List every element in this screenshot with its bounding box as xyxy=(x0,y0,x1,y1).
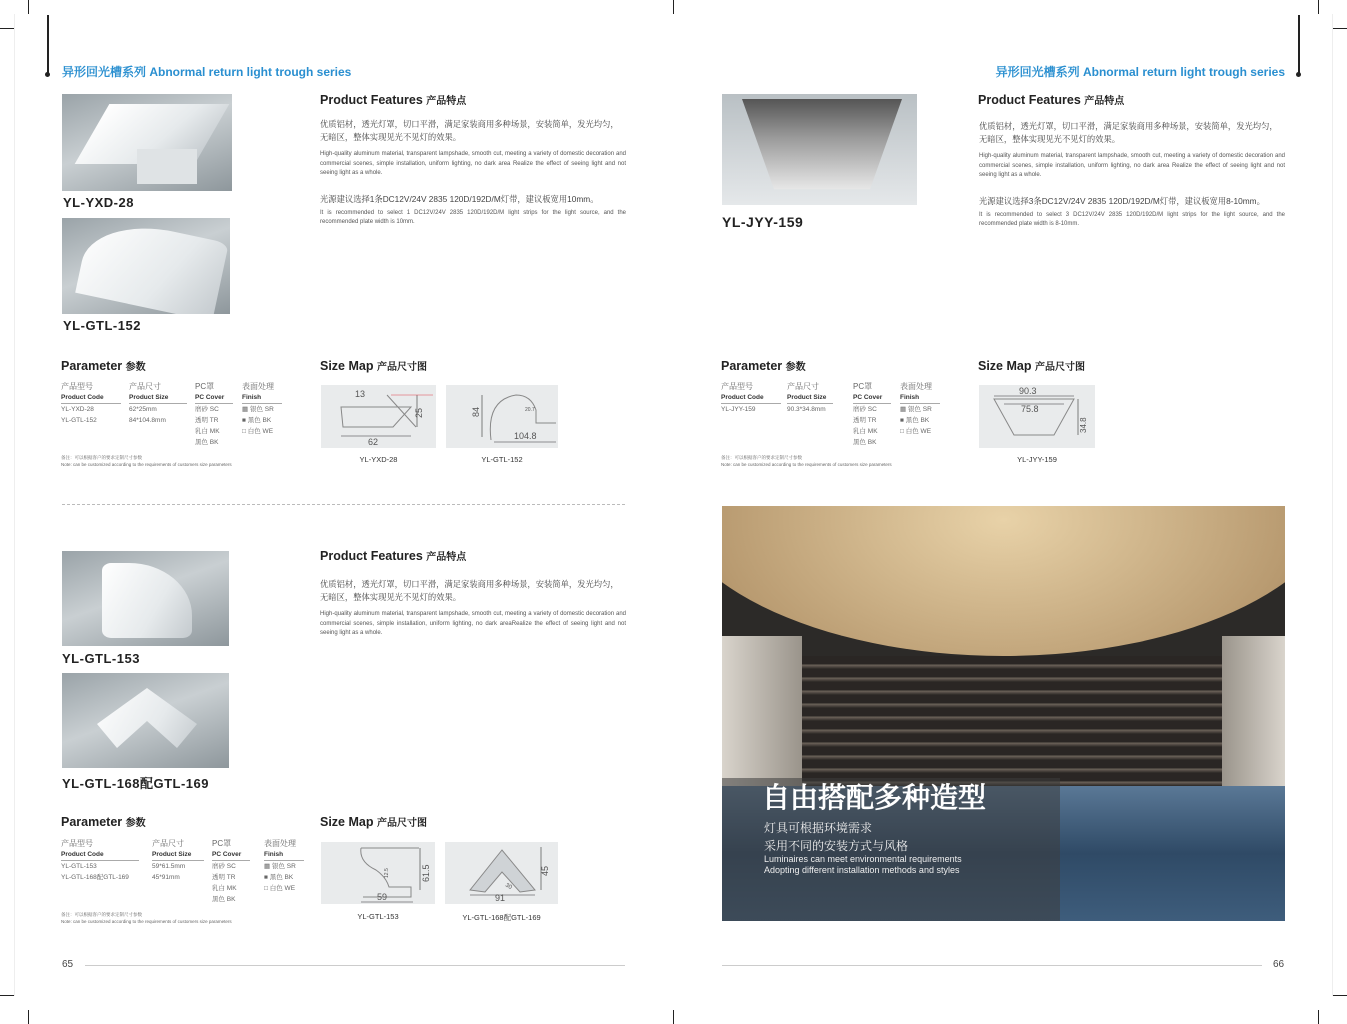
photo-line-en: Luminaires can meet environmental requirements xyxy=(764,854,962,864)
product-label: YL-YXD-28 xyxy=(63,195,134,210)
crop-mark xyxy=(0,995,14,996)
sizemap-title: Size Map 产品尺寸图 xyxy=(978,359,1085,373)
size-diagram-label: YL-JYY-159 xyxy=(1017,455,1057,464)
svg-text:34.8: 34.8 xyxy=(1079,417,1088,433)
parameter-table: 产品型号 Product Code YL-YXD-28 YL-GTL-152 产品尺寸 Product Size 62*25mm 84*104.8mm PC罩 PC Cover 磨砂 SC 透明 TR 乳白 MK 黑色 BK 表面处理 Finish ▦ 银色 SR ■ 黑色 BK □ 白色 WE 备注：可以根据客户的要求定制尺寸参数 Note: can be customized according to the requirements of customers size parameters xyxy=(61,381,291,476)
svg-text:59: 59 xyxy=(377,892,388,902)
page-number: 66 xyxy=(1273,959,1285,970)
photo-line: 采用不同的安装方式与风格 xyxy=(764,839,909,853)
features-title: Product Features 产品特点 xyxy=(978,93,1125,107)
svg-text:75.8: 75.8 xyxy=(1021,404,1039,414)
footer-line xyxy=(722,965,1262,966)
crop-mark xyxy=(673,1010,674,1024)
footer-line xyxy=(85,965,625,966)
features-title: Product Features 产品特点 xyxy=(320,549,467,563)
svg-text:12.5: 12.5 xyxy=(384,868,390,878)
size-diagram xyxy=(446,385,558,448)
sizemap-title: Size Map 产品尺寸图 xyxy=(320,815,427,829)
parameter-title: Parameter 参数 xyxy=(61,359,146,373)
features-text: 优质铝材，透光灯罩，切口平滑，满足家装商用多种场景，安装简单，发光均匀，无暗区，整体实现见光不见灯的效果。 High-quality aluminum material, transparent lampshade, smooth cut, meeting a variety of domestic decoration and commercial scenes, simple installation, uniform lighting, no dark area Realize the effect of seeing light and not seeing light as a whole. 光源建议选择3条DC12V/24V 2835 120D/192D/M灯带，建议板宽用8-10mm。 It is recommended to select 3 DC12V/24V 2835 120D/192D/M light strips for the light source, and the recommended plate width is 8-10mm. xyxy=(979,121,1285,227)
crop-mark xyxy=(1318,1010,1319,1024)
size-diagram xyxy=(321,842,435,904)
crop-mark xyxy=(673,0,674,14)
photo-headline: 自由搭配多种造型 xyxy=(762,782,987,813)
product-image xyxy=(722,94,917,205)
svg-text:20.7: 20.7 xyxy=(525,407,535,413)
page-edge xyxy=(14,14,15,996)
size-diagram xyxy=(979,385,1095,448)
size-diagram-label: YL-GTL-152 xyxy=(481,455,523,464)
svg-text:104.8: 104.8 xyxy=(514,431,537,441)
parameter-table: 产品型号 Product Code YL-GTL-153 YL-GTL-168配GTL-169 产品尺寸 Product Size 59*61.5mm 45*91mm PC罩 PC Cover 磨砂 SC 透明 TR 乳白 MK 黑色 BK 表面处理 Finish ▦ 银色 SR ■ 黑色 BK □ 白色 WE 备注：可以根据客户的要求定制尺寸参数 Note: can be customized according to the requirements of customers size parameters xyxy=(61,838,311,933)
product-image xyxy=(62,94,232,191)
sizemap-title: Size Map 产品尺寸图 xyxy=(320,359,427,373)
features-text: 优质铝材，透光灯罩，切口平滑，满足家装商用多种场景，安装简单，发光均匀，无暗区，整体实现见光不见灯的效果。 High-quality aluminum material, transparent lampshade, smooth cut, meeting a variety of domestic decoration and commercial scenes, simple installation, uniform lighting, no dark areaRealize the effect of seeing light and not seeing light as a whole. xyxy=(320,579,626,636)
photo-line: 灯具可根据环境需求 xyxy=(764,821,873,835)
parameter-table: 产品型号 Product Code YL-JYY-159 产品尺寸 Product Size 90.3*34.8mm PC罩 PC Cover 磨砂 SC 透明 TR 乳白 MK 黑色 BK 表面处理 Finish ▦ 银色 SR ■ 黑色 BK □ 白色 WE 备注：可以根据客户的要求定制尺寸参数 Note: can be customized according to the requirements of customers size parameters xyxy=(721,381,951,476)
crop-mark xyxy=(28,0,29,14)
header-bar xyxy=(47,15,49,75)
parameter-title: Parameter 参数 xyxy=(721,359,806,373)
section-divider xyxy=(62,504,625,505)
svg-text:30: 30 xyxy=(504,882,513,892)
page-number: 65 xyxy=(62,959,74,970)
header-dot xyxy=(45,72,50,77)
product-label: YL-GTL-153 xyxy=(62,651,140,666)
features-title: Product Features 产品特点 xyxy=(320,93,467,107)
size-diagram-label: YL-GTL-168配GTL-169 xyxy=(462,913,541,922)
series-title: 异形回光槽系列 Abnormal return light trough series xyxy=(995,65,1285,79)
product-image xyxy=(62,673,229,768)
product-label: YL-GTL-152 xyxy=(63,318,141,333)
photo-line-en: Adopting different installation methods and styles xyxy=(764,865,960,875)
crop-mark xyxy=(1333,995,1347,996)
crop-mark xyxy=(1318,0,1319,14)
svg-text:45: 45 xyxy=(540,865,550,876)
svg-text:84: 84 xyxy=(471,406,481,417)
crop-mark xyxy=(28,1010,29,1024)
product-label: YL-GTL-168配GTL-169 xyxy=(62,776,209,791)
header-dot xyxy=(1296,72,1301,77)
crop-mark xyxy=(0,28,14,29)
page-edge xyxy=(1332,14,1333,996)
size-diagram-label: YL-GTL-153 xyxy=(357,912,399,921)
header-bar xyxy=(1298,15,1300,75)
size-diagram xyxy=(321,385,436,448)
product-image xyxy=(62,218,230,314)
features-text: 优质铝材，透光灯罩，切口平滑，满足家装商用多种场景，安装简单，发光均匀，无暗区，整体实现见光不见灯的效果。 High-quality aluminum material, transparent lampshade, smooth cut, meeting a variety of domestic decoration and commercial scenes, simple installation, uniform lighting, no dark area Realize the effect of seeing light and not seeing light as a whole. 光源建议选择1条DC12V/24V 2835 120D/192D/M灯带，建议板宽用10mm。 It is recommended to select 1 DC12V/24V 2835 120D/192D/M light strips for the light source, and the recommended plate width is 10mm. xyxy=(320,119,626,225)
svg-text:25: 25 xyxy=(414,407,424,418)
crop-mark xyxy=(1333,28,1347,29)
svg-text:13: 13 xyxy=(355,389,366,399)
product-image xyxy=(62,551,229,646)
svg-text:62: 62 xyxy=(368,437,379,447)
svg-text:90.3: 90.3 xyxy=(1019,386,1037,396)
svg-text:61.5: 61.5 xyxy=(421,864,431,882)
size-diagram xyxy=(445,842,558,904)
interior-photo xyxy=(722,506,1285,921)
series-title: 异形回光槽系列 Abnormal return light trough series xyxy=(62,65,352,79)
parameter-title: Parameter 参数 xyxy=(61,815,146,829)
svg-text:91: 91 xyxy=(495,893,506,903)
product-label: YL-JYY-159 xyxy=(722,214,804,230)
size-diagram-label: YL-YXD-28 xyxy=(359,455,398,464)
